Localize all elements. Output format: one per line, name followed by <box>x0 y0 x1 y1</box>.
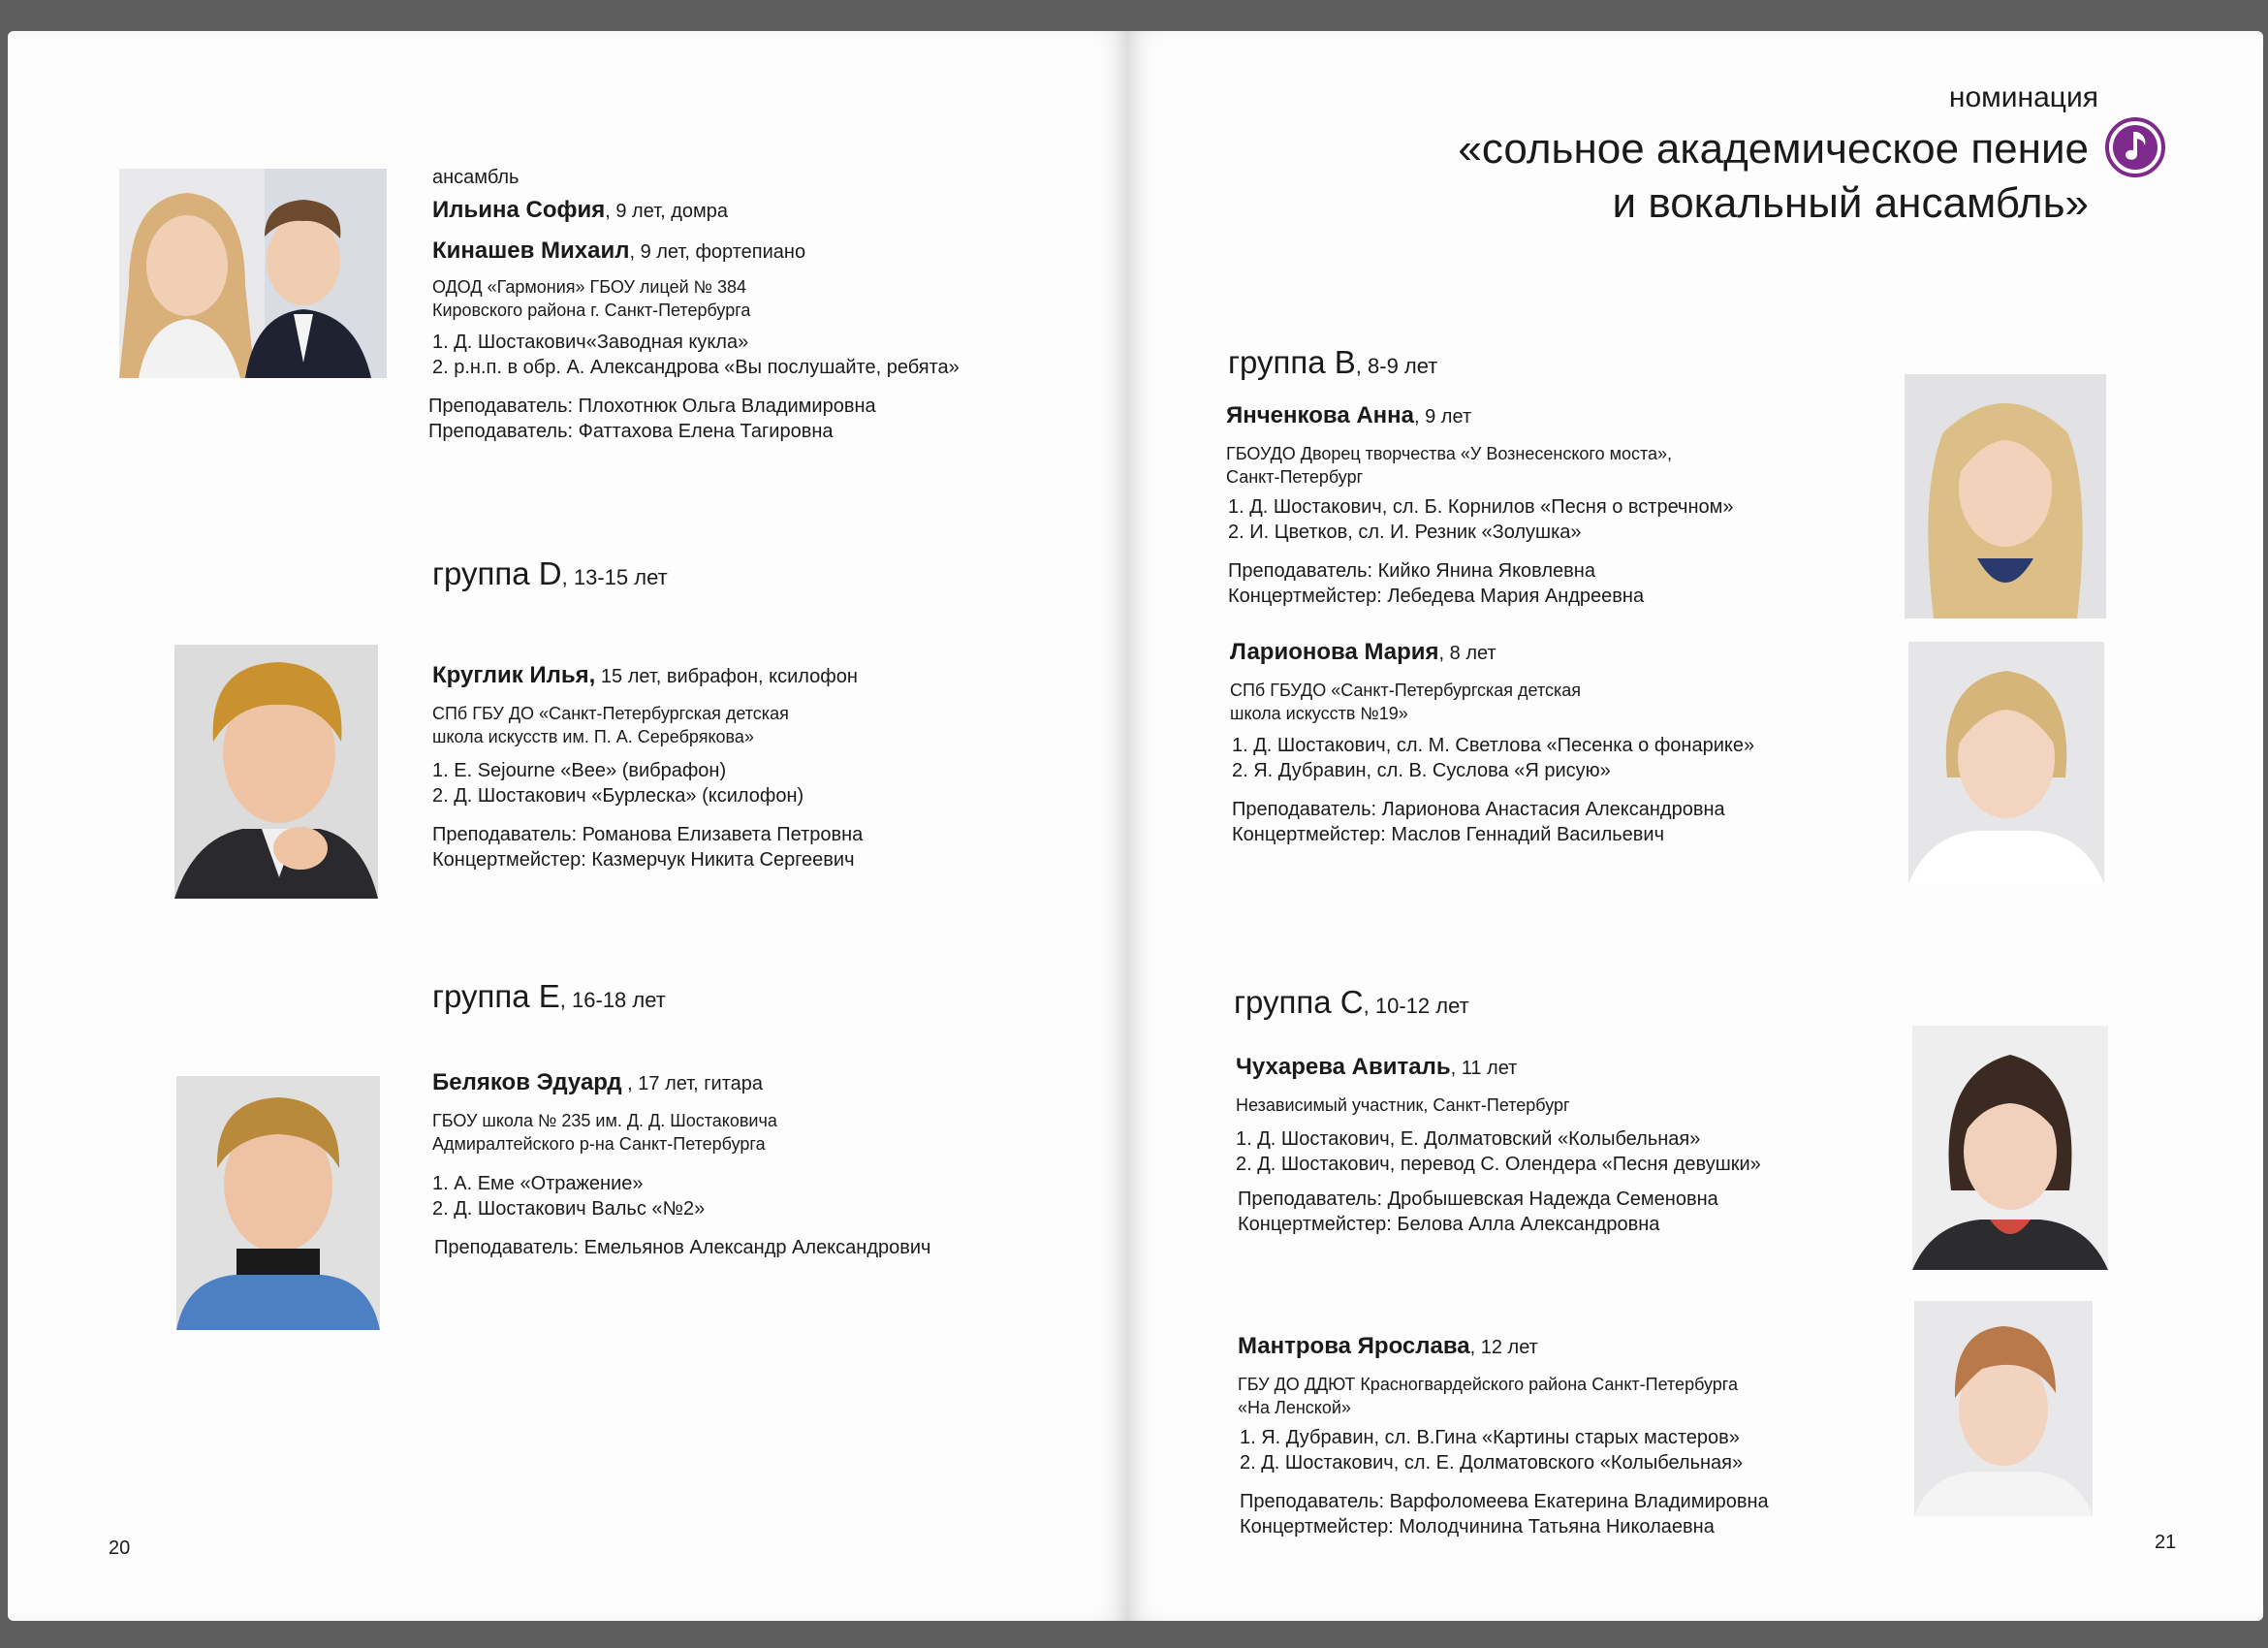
kruglik-name-line: Круглик Илья, 15 лет, вибрафон, ксилофон <box>432 662 858 688</box>
group-d-heading: группа D, 13-15 лет <box>432 555 668 591</box>
yanchenkova-teachers: Преподаватель: Кийко Янина Яковлевна Концертмейстер: Лебедева Мария Андреевна <box>1228 560 1645 607</box>
member-details: , 9 лет, домра <box>605 201 729 222</box>
chukhareva-teachers: Преподаватель: Дробышевская Надежда Семеновна Концертмейстер: Белова Алла Александровна <box>1238 1188 1718 1235</box>
chukhareva-name-line: Чухарева Авиталь, 11 лет <box>1236 1054 1518 1080</box>
ensemble-pieces: 1. Д. Шостакович«Заводная кукла» 2. р.н.п. в обр. А. Александрова «Вы послушайте, ребята» <box>432 332 960 378</box>
larionova-org: СПб ГБУДО «Санкт-Петербургская детская школа искусств №19» <box>1230 681 1582 723</box>
ensemble-member-2 <box>432 237 805 267</box>
yanchenkova-name-line: Янченкова Анна, 9 лет <box>1226 402 1472 428</box>
belyakov-photo <box>176 1076 380 1330</box>
belyakov-name-line: Беляков Эдуард , 17 лет, гитара <box>432 1069 764 1095</box>
larionova-photo <box>1908 642 2104 884</box>
kruglik-photo <box>174 645 378 899</box>
page-number-right: 21 <box>2155 1532 2177 1553</box>
larionova-teachers: Преподаватель: Ларионова Анастасия Александровна Концертмейстер: Маслов Геннадий Васильевич <box>1232 799 1725 845</box>
mantrova-photo <box>1914 1301 2093 1516</box>
mantrova-pieces: 1. Я. Дубравин, сл. В.Гина «Картины старых мастеров» 2. Д. Шостакович, сл. Е. Долматовского «Колыбельная» <box>1240 1427 1744 1474</box>
chukhareva-photo <box>1912 1026 2108 1270</box>
ensemble-label: ансамбль <box>432 167 520 188</box>
member-name: Ильина София <box>432 197 606 223</box>
left-page <box>8 31 1127 1621</box>
group-e-heading: группа Е, 16-18 лет <box>432 978 666 1014</box>
larionova-pieces: 1. Д. Шостакович, сл. М. Светлова «Песенка о фонарике» 2. Я. Дубравин, сл. В. Суслова «Я рисую» <box>1232 735 1755 781</box>
kruglik-pieces: 1. E. Sejourne «Bee» (вибрафон) 2. Д. Шостакович «Бурлеска» (ксилофон) <box>432 760 804 807</box>
yanchenkova-org: ГБОУДО Дворец творчества «У Вознесенского моста», Санкт-Петербург <box>1226 444 1673 487</box>
nomination-label: номинация <box>1948 81 2098 113</box>
yanchenkova-photo <box>1905 374 2106 618</box>
chukhareva-org: Независимый участник, Санкт-Петербург <box>1236 1095 1570 1115</box>
chukhareva-pieces: 1. Д. Шостакович, Е. Долматовский «Колыбельная» 2. Д. Шостакович, перевод С. Олендера «Песня девушки» <box>1236 1128 1761 1175</box>
ensemble-teachers: Преподаватель: Плохотнюк Ольга Владимировна Преподаватель: Фаттахова Елена Тагировна <box>428 396 876 442</box>
belyakov-pieces: 1. А. Еме «Отражение» 2. Д. Шостакович Вальс «№2» <box>432 1173 706 1220</box>
belyakov-org: ГБОУ школа № 235 им. Д. Д. Шостаковича Адмиралтейского р-на Санкт-Петербурга <box>432 1111 777 1154</box>
yanchenkova-pieces: 1. Д. Шостакович, сл. Б. Корнилов «Песня о встречном» 2. И. Цветков, сл. И. Резник «Золушка» <box>1228 496 1734 543</box>
mantrova-teachers: Преподаватель: Варфоломеева Екатерина Владимировна Концертмейстер: Молодчинина Татьяна Николаевна <box>1240 1491 1769 1537</box>
page-number-left: 20 <box>109 1537 131 1559</box>
nomination-title: «сольное академическое пение и вокальный ансамбль» <box>1458 125 2089 227</box>
larionova-name-line: Ларионова Мария, 8 лет <box>1230 639 1496 665</box>
mantrova-name-line: Мантрова Ярослава, 12 лет <box>1238 1333 1538 1359</box>
member-name: Кинашев Михаил <box>432 238 630 264</box>
ensemble-photo <box>119 169 387 378</box>
kruglik-org: СПб ГБУ ДО «Санкт-Петербургская детская школа искусств им. П. А. Серебрякова» <box>432 704 789 746</box>
right-page <box>1127 31 2263 1621</box>
member-details: , 9 лет, фортепиано <box>629 241 806 263</box>
group-b-heading: группа В, 8-9 лет <box>1228 344 1438 380</box>
ensemble-org: ОДОД «Гармония» ГБОУ лицей № 384 Кировского района г. Санкт-Петербурга <box>432 277 751 320</box>
belyakov-teachers: Преподаватель: Емельянов Александр Александрович <box>434 1237 931 1258</box>
kruglik-teachers: Преподаватель: Романова Елизавета Петровна Концертмейстер: Казмерчук Никита Сергеевич <box>432 824 864 871</box>
ensemble-member-1 <box>432 196 728 226</box>
mantrova-org: ГБУ ДО ДДЮТ Красногвардейского района Санкт-Петербурга «На Ленской» <box>1238 1375 1738 1417</box>
music-note-icon <box>2104 116 2166 178</box>
group-c-heading: группа С, 10-12 лет <box>1234 984 1469 1020</box>
